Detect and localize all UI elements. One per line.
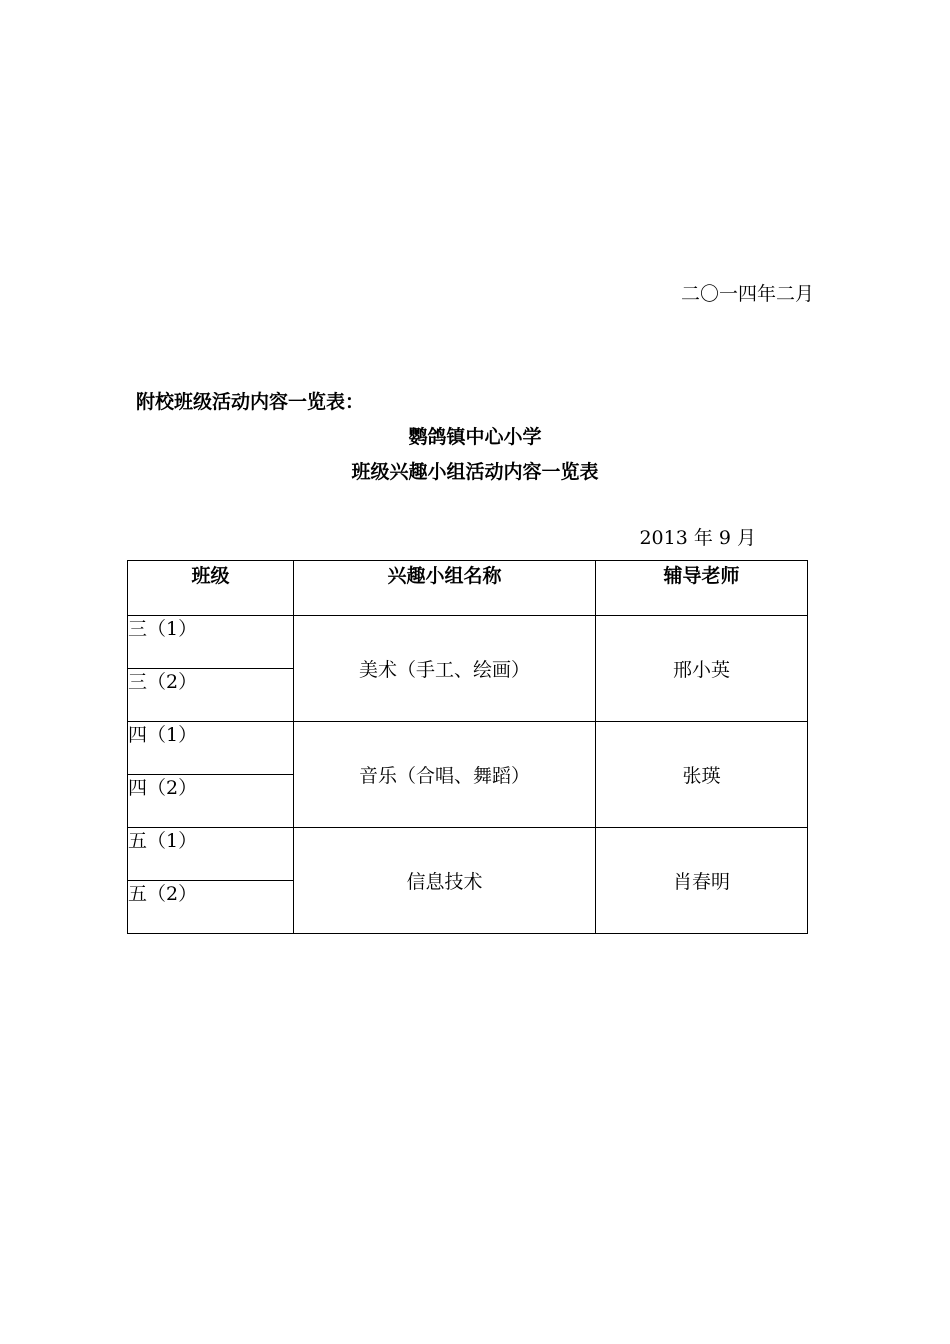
class-cell: 三（2） [128,669,294,722]
section-heading: 附校班级活动内容一览表： [136,391,365,413]
header-class: 班级 [128,561,294,616]
class-cell: 五（1） [128,828,294,881]
activity-cell: 音乐（合唱、舞蹈） [294,722,596,828]
teacher-cell: 邢小英 [596,616,808,722]
header-group-name: 兴趣小组名称 [294,561,596,616]
class-cell: 四（2） [128,775,294,828]
class-cell: 四（1） [128,722,294,775]
table-title: 班级兴趣小组活动内容一览表 [351,461,599,483]
class-cell: 三（1） [128,616,294,669]
teacher-cell: 张瑛 [596,722,808,828]
document-date: 二〇一四年二月 [680,283,814,305]
activity-table [127,560,808,934]
school-name-title: 鹦鸽镇中心小学 [408,426,542,448]
activity-cell: 美术（手工、绘画） [294,616,596,722]
header-teacher: 辅导老师 [596,561,808,616]
table-row [128,828,808,881]
table-date: 2013 年 9 月 [639,527,756,549]
teacher-cell: 肖春明 [596,828,808,934]
table-row [128,722,808,775]
table-header-row [128,561,808,616]
class-cell: 五（2） [128,881,294,934]
table-row [128,616,808,669]
activity-cell: 信息技术 [294,828,596,934]
